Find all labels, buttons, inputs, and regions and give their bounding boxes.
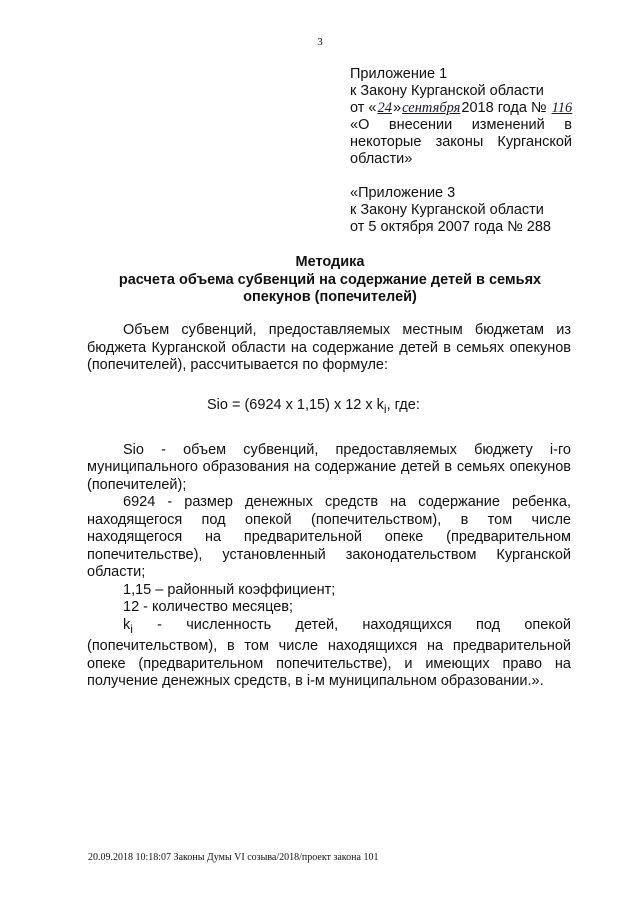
handwritten-month: сентября [402, 100, 461, 116]
k-symbol: k [123, 616, 131, 633]
appendix-1-subject-2: некоторые законы Курганской [350, 134, 572, 150]
appendix-3-title: «Приложение 3 [350, 185, 456, 201]
formula [87, 397, 571, 418]
appendix-1-date-line [350, 100, 572, 117]
handwritten-day: 24 [377, 100, 392, 116]
appendix-1-subject-1: «О внесении изменений в [350, 117, 572, 133]
document-title [90, 254, 570, 307]
appendix-3-block [350, 185, 572, 236]
title-line-3: опекунов (попечителей) [243, 289, 417, 305]
date-close-quote: » [392, 100, 402, 116]
date-prefix: от « [350, 100, 377, 116]
formula-subscript: i [383, 401, 387, 416]
k-text: - численность детей, находящихся под опекой (попечительством), в том числе находящихся на предварительной опеке (предварительном попечительстве), и имеющих право на получение денежных средств, в i-м муниципальном образовании.». [87, 616, 571, 690]
date-suffix: 2018 года № [461, 100, 547, 116]
footer-stamp: 20.09.2018 10:18:07 Законы Думы VI созыва/2018/проект закона 101 [88, 852, 379, 863]
k-subscript: i [130, 621, 133, 636]
title-line-1: Методика [295, 254, 365, 270]
appendix-1-law: к Закону Курганской области [350, 83, 544, 99]
definition-amount: 6924 - размер денежных средств на содержание ребенка, находящегося под опекой (попечительством), в том числе находящегося на предварительной опеке (предварительном попечительстве), установленный законодательством Курганской области; [87, 494, 571, 581]
definition-coefficient: 1,15 – районный коэффициент; [123, 581, 336, 598]
page-number: 3 [317, 36, 323, 48]
definition-k [87, 617, 571, 691]
title-line-2: расчета объема субвенций на содержание детей в семьях [118, 271, 542, 288]
appendix-1-subject-3: области» [350, 151, 413, 167]
formula-tail: , где: [386, 396, 420, 413]
handwritten-number: 116 [551, 100, 573, 116]
intro-paragraph: Объем субвенций, предоставляемых местным бюджетам из бюджета Курганской области на содержание детей в семьях опекунов (попечителей), рассчитывается по формуле: [87, 322, 571, 373]
definition-months: 12 - количество месяцев; [123, 599, 294, 616]
appendix-3-law: к Закону Курганской области [350, 202, 544, 218]
appendix-1-title: Приложение 1 [350, 66, 448, 82]
appendix-3-date: от 5 октября 2007 года № 288 [350, 219, 551, 235]
definition-sio: Sio - объем субвенций, предоставляемых бюджету i-го муниципального образования на содержание детей в семьях опекунов (попечителей); [87, 441, 571, 493]
formula-main: Sio = (6924 x 1,15) x 12 x k [207, 396, 384, 413]
appendix-1-block [350, 66, 572, 168]
document-body [87, 322, 571, 691]
